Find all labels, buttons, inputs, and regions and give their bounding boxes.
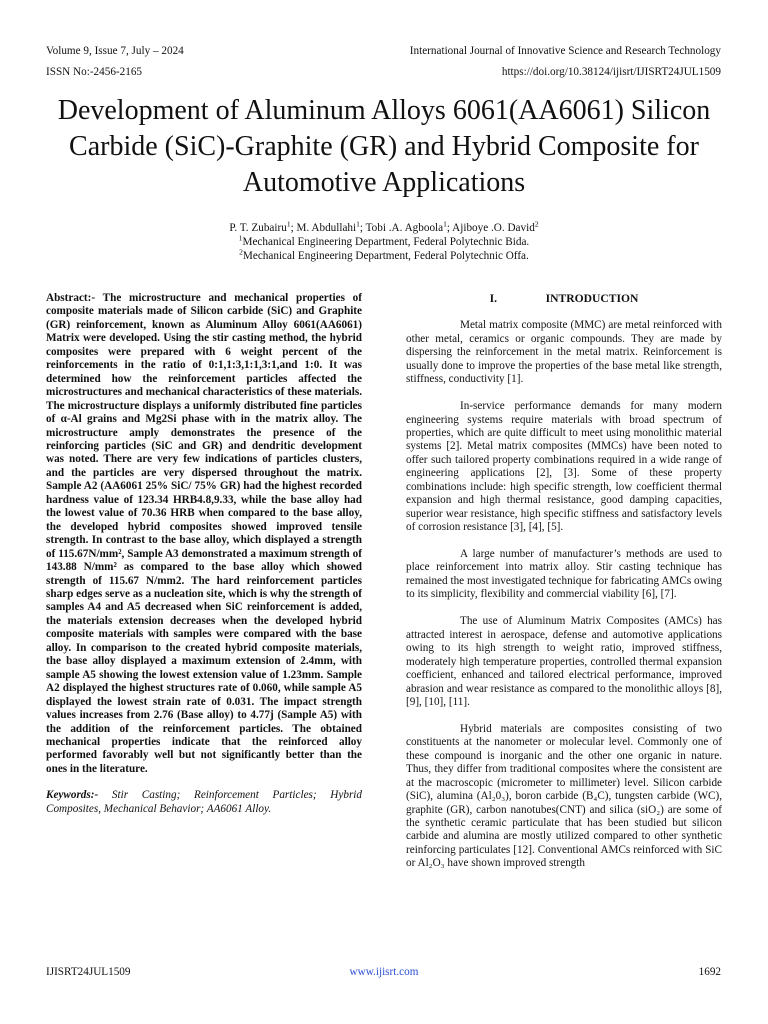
affiliation-number: 2 [239,247,243,257]
keywords [46,789,362,816]
keywords-text: Stir Casting; Reinforcement Particles; Hybrid Composites, Mechanical Behavior; AA6061 Alloy. [46,789,363,815]
left-column [46,292,362,816]
section-number: I. [489,292,498,305]
author-name: M. Abdullahi [296,222,357,234]
author-name: P. T. Zubairu [229,222,287,234]
journal-issn: ISSN No:-2456-2165 [46,66,143,78]
affiliation-text: Mechanical Engineering Department, Federal Polytechnic Bida. [242,236,530,248]
affiliation [40,249,728,263]
intro-paragraph: A large number of manufacturer’s methods are used to place reinforcement into matrix alloy. Stir casting technique has remained the most investigated technique for fabricating AMCs owing to its simplicity, flexibility and commercial viability [6], [7]. [406,548,722,601]
right-column [406,292,722,884]
abstract: Abstract:- The microstructure and mechanical properties of composite materials made of Silicon carbide (SiC) and Graphite (GR) reinforcement, known as Aluminum Alloy 6061(AA6061) Matrix were developed. Using the stir casting method, the hybrid composites were prepared with 6 weight percent of the reinforcements in the ratio of 0:1,1:3,1:1,3:1,and 1:0. It was determined how the reinforcement particles affected the microstructures and mechanical characteristics of these materials. The microstructure displays a uniformly distributed fine particles of α-Al grains and Mg2Si phase with in the matrix alloy. The microstructure amply demonstrates the presence of the reinforcing particles (SiC and GR) and dendritic development was noted. There are very few indications of particles clusters, and the particles are very dispersed throughout the matrix. Sample A2 (AA6061 25% SiC/ 75% GR) had the highest recorded hardness value of 123.34 HRB4.8,9.33, while the base alloy had the lowest value of 70.36 HRB when compared to the base alloy, the developed hybrid composites showed improved tensile strength. In contrast to the base alloy, which displayed a strength of 115.67N/mm², Sample A3 demonstrated a maximum strength of 143.88 N/mm² as compared to the base alloy which showed strength of 115.67 N/mm2. The hard reinforcement particles sharp edges serve as a nucleation site, which is why the strength of samples A4 and A5 decreased when SiC reinforcement is added, the materials extension decreases when the developed hybrid composite materials with samples were compared with the base alloy. In comparison to the created hybrid composite materials, the base alloy displayed a maximum extension of 2.4mm, with sample A5 showing the lowest extension value of 1.23mm. Sample A2 displayed the highest structures rate of 0.060, while sample A5 displayed the lowest strain rate of 0.031. The impact strength values increases from 2.76 (Base alloy) to 4.77j (Sample A5) with the addition of the reinforcement particles. The obtained mechanical properties indicate that the reinforced alloy performed favorably well but not significantly better than the ones in the literature. [46,292,362,775]
intro-paragraph: Metal matrix composite (MMC) are metal reinforced with other metal, ceramics or organic compounds. They are made by dispersing the reinforcement in the metal matrix. Reinforcement is usually done to improve the properties of the base metal like strength, stiffness, conductivity [1]. [406,319,722,386]
affiliation-text: Mechanical Engineering Department, Federal Polytechnic Offa. [242,250,529,262]
keywords-label: Keywords:- [46,789,99,802]
footer-website-link [0,966,768,978]
intro-paragraph: Hybrid materials are composites consisting of two constituents at the nanometer or molecular level. Commonly one of these compound is inorganic and the other one organic in nature. Thus, they differ from traditional composites where the consistent are at the macroscopic (micrometer to millimeter) level. Silicon carbide (SiC), alumina (Al₂0₃), boron carbide (B₄C), tungsten carbide (WC), graphite (GR), carbon nanotubes(CNT) and silica (siO₂) are some of the synthetic ceramic particulate that has been studied but silicon carbide and alumina are mostly utilized compared to other synthetic reinforcing particulates [12]. Conventional AMCs reinforced with SiC or Al₂O₃ have shown improved strength [406,722,722,870]
author-affiliation-mark: 2 [534,219,539,229]
affiliation [40,235,728,249]
section-title: INTRODUCTION [545,292,639,305]
website-link[interactable]: www.ijisrt.com [349,966,419,978]
author-affiliation-mark: 1 [356,219,360,229]
author-affiliation-mark: 1 [286,219,291,229]
page-number: 1692 [698,966,721,978]
doi-link[interactable]: https://doi.org/10.38124/ijisrt/IJISRT24JUL1509 [501,66,721,78]
intro-paragraph: In-service performance demands for many modern engineering systems require materials with broad spectrum of properties, which are quite difficult to meet using monolithic material systems [2]. Metal matrix composites (MMCs) have been noted to offer such tailored property combinations required in a wide range of engineering applications [2], [3]. Some of these property combinations include: high specific strength, low coefficient thermal expansion and high thermal resistance, good damping capacities, superior wear resistance, high specific stiffness and satisfactory levels of corrosion resistance [3], [4], [5]. [406,400,722,534]
section-heading [406,292,722,305]
footer-paper-id: IJISRT24JUL1509 [46,966,131,978]
author-list: P. T. Zubairu$^1$; M. Abdullahi$^1$; Tobi .A. Agboola$^1$; Ajiboye .O. David$^2$ [229,219,539,234]
author-affiliation-mark: 1 [443,219,447,229]
affiliation-number: 1 [238,233,243,243]
journal-name: International Journal of Innovative Science and Research Technology [409,45,721,57]
intro-paragraph: The use of Aluminum Matrix Composites (AMCs) has attracted interest in aerospace, defense and automotive applications owing to its high strength to weight ratio, improved stiffness, moderately high temperature properties, controlled thermal expansion coefficient, enhanced and tailored electrical performance, improved abrasion and wear resistance as compared to the monolithic alloys [8], [9], [10], [11]. [406,615,722,708]
paper-title: Development of Aluminum Alloys 6061(AA6061) Silicon Carbide (SiC)-Graphite (GR) and Hybrid Composite for Automotive Applications [57,95,711,198]
author-name: Ajiboye .O. David [452,222,535,234]
journal-volume: Volume 9, Issue 7, July – 2024 [46,45,184,57]
author-name: Tobi .A. Agboola [365,222,444,234]
